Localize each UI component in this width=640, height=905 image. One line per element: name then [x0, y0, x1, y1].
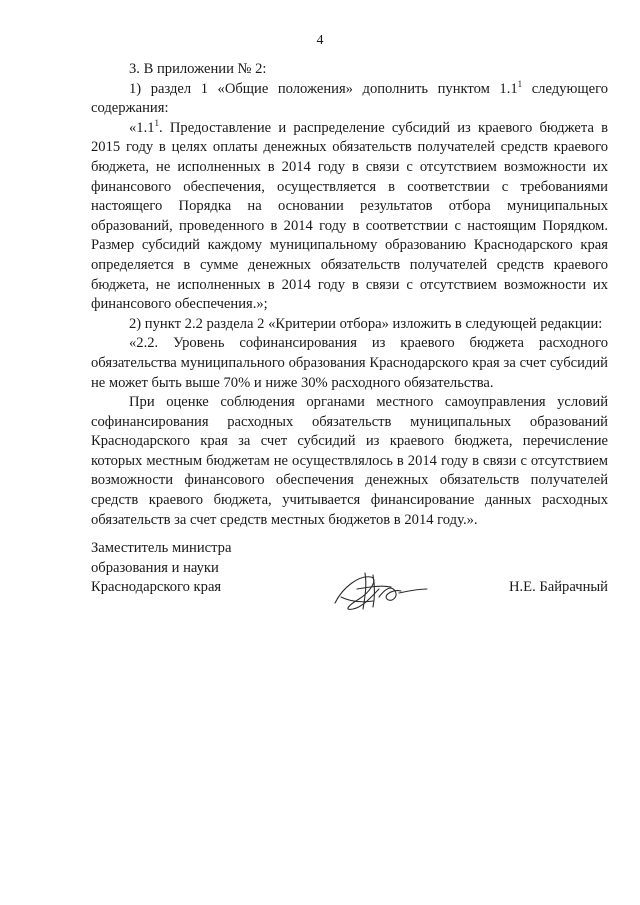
handwritten-signature [329, 567, 429, 615]
paragraph-text: 1) раздел 1 «Общие положения» дополнить пунктом 1.1 [129, 80, 518, 97]
signer-title-line: Краснодарского края [91, 579, 222, 596]
paragraph-clause-2-2 [91, 334, 608, 393]
paragraph-item-1 [91, 80, 608, 119]
superscript: 1 [517, 78, 523, 89]
paragraph-item-2 [91, 315, 608, 335]
paragraph-text: 2) пункт 2.2 раздела 2 «Критерии отбора» изложить в следующей редакции: [129, 315, 603, 332]
paragraph-cofinancing [91, 393, 608, 530]
signer-name: Н.Е. Байрачный [508, 579, 608, 595]
paragraph-text: «2.2. Уровень софинансирования из краевого бюджета расходного обязательства муниципального образования Краснодарского края за счет субсидий не может быть выше 70% и ниже 30% расходного обязательства. [91, 335, 608, 391]
paragraph-text: следующего содержания: [91, 80, 608, 117]
signer-title-line: образования и науки [91, 559, 219, 576]
paragraph-clause-1-1 [91, 119, 608, 315]
paragraph-text: При оценке соблюдения органами местного самоуправления условий софинансирования расходных обязательств муниципальных образований Краснодарского края за счет субсидий из краевого бюджета, перечисление которых местным бюджетам не осуществлялось в 2014 году в связи с отсутствием возможности финансового обеспечения денежных обязательств получателей средств краевого бюджета, учитывается финансирование данных расходных обязательств за счет средств местных бюджетов в 2014 году.». [91, 394, 608, 528]
paragraph-text: . Предоставление и распределение субсидий из краевого бюджета в 2015 году в целях оплаты денежных обязательств получателей средств краевого бюджета, не исполненных в 2014 году в связи с отсутствием возможности их финансового обеспечения, осуществляется в соответствии с требованиями настоящего Порядка на основании результатов отбора муниципальных образований, проведенного в 2014 году в соответствии с настоящим Порядком. Размер субсидий каждому муниципальному образованию Краснодарского края определяется в сумме денежных обязательств получателей средств краевого бюджета, не исполненных в 2014 году в связи с отсутствием возможности их финансового обеспечения.»; [91, 119, 608, 313]
signature-block [91, 539, 608, 609]
page-number: 4 [316, 33, 324, 48]
superscript: 1 [154, 117, 160, 128]
paragraph-text: «1.1 [129, 119, 155, 136]
paragraph-text: 3. В приложении № 2: [129, 61, 267, 77]
paragraph-appendix-heading [91, 60, 608, 80]
signer-title-line: Заместитель министра [91, 540, 232, 556]
document-body [91, 60, 608, 530]
